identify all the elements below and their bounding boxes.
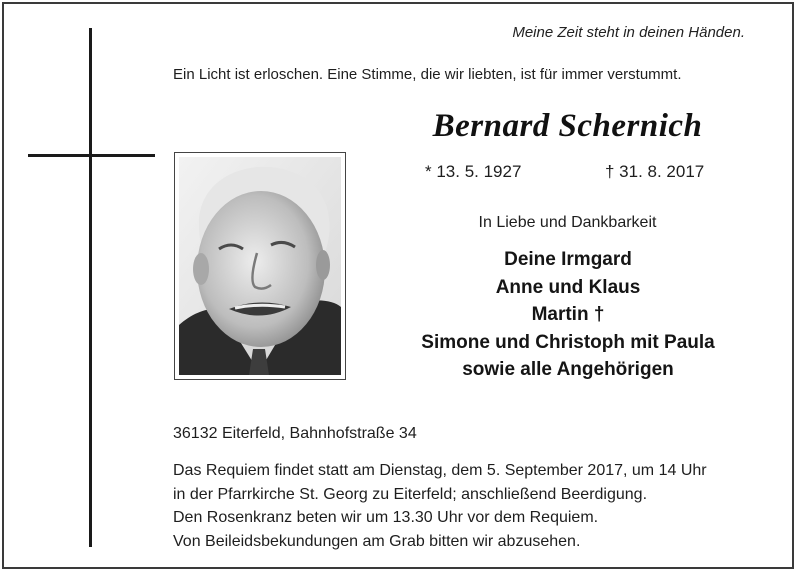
info-line: Den Rosenkranz beten wir um 13.30 Uhr vor dem Requiem. [173, 509, 599, 526]
cross-vertical-bar [89, 28, 92, 547]
cross-horizontal-bar [28, 154, 155, 157]
portrait-image [179, 157, 341, 375]
motto-text: Meine Zeit steht in deinen Händen. [512, 24, 745, 41]
mourner-line: sowie alle Angehörigen [462, 359, 674, 380]
mourner-line: Simone und Christoph mit Paula [421, 331, 715, 353]
verse-text: Ein Licht ist erloschen. Eine Stimme, die wir liebten, ist für immer verstummt. [173, 66, 682, 83]
info-line: in der Pfarrkirche St. Georg zu Eiterfeld; anschließend Beerdigung. [173, 485, 648, 503]
mourners-list [388, 246, 748, 384]
birth-date: * 13. 5. 1927 [425, 162, 522, 181]
family-address: 36132 Eiterfeld, Bahnhofstraße 34 [173, 425, 417, 442]
death-date: † 31. 8. 2017 [605, 162, 705, 181]
mourner-line: Martin † [531, 304, 605, 325]
info-line: Das Requiem findet statt am Dienstag, dem 5. September 2017, um 14 Uhr [173, 462, 707, 479]
mourner-line: Anne und Klaus [495, 276, 641, 298]
service-info [173, 459, 753, 553]
info-line: Von Beileidsbekundungen am Grab bitten wir abzusehen. [173, 532, 581, 550]
portrait-photo [174, 152, 346, 380]
deceased-name: Bernard Schernich [432, 108, 703, 144]
mourner-line: Deine Irmgard [504, 249, 632, 270]
gratitude-line: In Liebe und Dankbarkeit [478, 214, 657, 231]
